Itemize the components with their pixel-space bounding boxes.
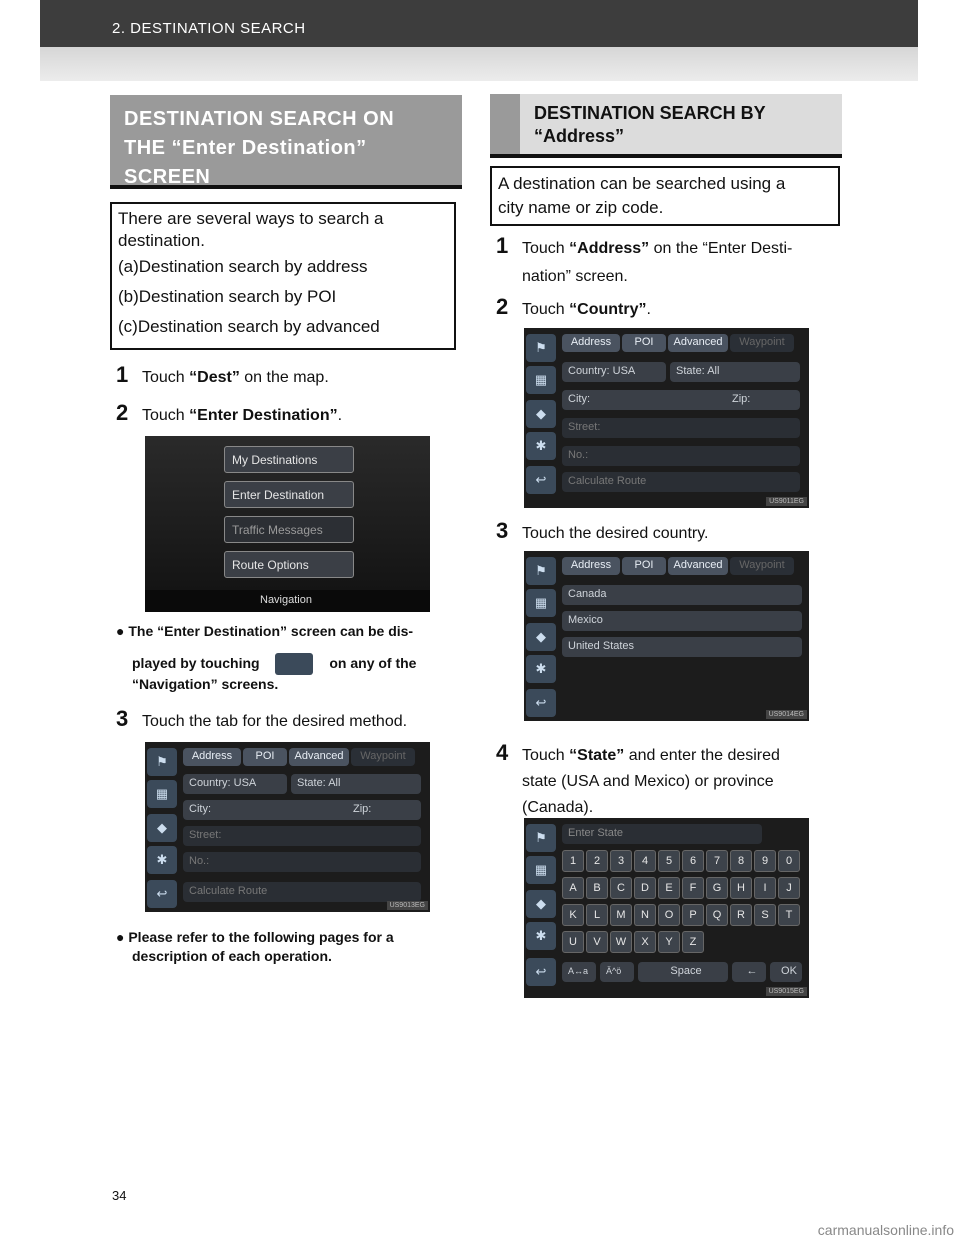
country-field[interactable]: Country: USA bbox=[562, 362, 666, 382]
menu-traffic-messages[interactable]: Traffic Messages bbox=[224, 516, 354, 543]
space-key[interactable]: Space bbox=[638, 962, 728, 982]
key-F[interactable]: F bbox=[682, 877, 704, 899]
key-A[interactable]: A bbox=[562, 877, 584, 899]
heading-line: SCREEN bbox=[124, 166, 211, 188]
key-O[interactable]: O bbox=[658, 904, 680, 926]
tab-waypoint[interactable]: Waypoint bbox=[351, 748, 415, 766]
ok-key[interactable]: OK bbox=[770, 962, 802, 982]
nav-menu-icon bbox=[275, 653, 313, 675]
key-W[interactable]: W bbox=[610, 931, 632, 953]
tab-advanced[interactable]: Advanced bbox=[289, 748, 349, 766]
header-subbar bbox=[40, 47, 918, 81]
menu-icon[interactable]: ▦ bbox=[526, 589, 556, 617]
settings-icon[interactable]: ✱ bbox=[526, 655, 556, 683]
key-I[interactable]: I bbox=[754, 877, 776, 899]
image-code: US9014EG bbox=[766, 710, 807, 719]
key-N[interactable]: N bbox=[634, 904, 656, 926]
right-step-2: 2 Touch “Country”. bbox=[496, 294, 651, 319]
key-R[interactable]: R bbox=[730, 904, 752, 926]
city-field[interactable]: City: Zip: bbox=[562, 390, 800, 410]
dest-icon[interactable]: ⚑ bbox=[526, 824, 556, 852]
destination-menu-screen bbox=[145, 436, 430, 612]
menu-enter-destination[interactable]: Enter Destination bbox=[224, 481, 354, 508]
key-H[interactable]: H bbox=[730, 877, 752, 899]
right-step-4: 4 Touch “State” and enter the desired state (USA and Mexico) or province (Canada). bbox=[496, 740, 780, 816]
street-field[interactable]: Street: bbox=[562, 418, 800, 438]
map-icon[interactable]: ◆ bbox=[526, 890, 556, 918]
state-keyboard-screen bbox=[524, 818, 809, 998]
key-2[interactable]: 2 bbox=[586, 850, 608, 872]
status-label: Navigation bbox=[260, 594, 312, 606]
map-icon[interactable]: ◆ bbox=[526, 400, 556, 428]
heading-accent-bar bbox=[490, 94, 520, 154]
tab-advanced[interactable]: Advanced bbox=[668, 334, 728, 352]
intro-line: A destination can be searched using a bbox=[498, 174, 786, 193]
left-step-3: 3 Touch the tab for the desired method. bbox=[116, 706, 408, 731]
tab-poi[interactable]: POI bbox=[622, 557, 666, 575]
country-field[interactable]: Country: USA bbox=[183, 774, 287, 794]
intro-line: (a)Destination search by address bbox=[118, 257, 368, 276]
intro-line: city name or zip code. bbox=[498, 198, 664, 217]
key-L[interactable]: L bbox=[586, 904, 608, 926]
key-5[interactable]: 5 bbox=[658, 850, 680, 872]
heading-line: THE “Enter Destination” bbox=[124, 137, 367, 159]
back-icon[interactable]: ↩ bbox=[526, 689, 556, 717]
watermark: carmanualsonline.info bbox=[817, 1222, 954, 1238]
right-intro-box bbox=[490, 166, 840, 226]
intro-line: (c)Destination search by advanced bbox=[118, 317, 380, 336]
key-1[interactable]: 1 bbox=[562, 850, 584, 872]
dest-icon[interactable]: ⚑ bbox=[147, 748, 177, 776]
key-4[interactable]: 4 bbox=[634, 850, 656, 872]
left-intro-box bbox=[110, 202, 456, 350]
menu-icon[interactable]: ▦ bbox=[526, 856, 556, 884]
key-Z[interactable]: Z bbox=[682, 931, 704, 953]
dest-icon[interactable]: ⚑ bbox=[526, 557, 556, 585]
key-D[interactable]: D bbox=[634, 877, 656, 899]
left-step-2: 2 Touch “Enter Destination”. bbox=[116, 400, 343, 425]
key-V[interactable]: V bbox=[586, 931, 608, 953]
left-note-2: ● Please refer to the following pages for a description of each operation. bbox=[116, 929, 394, 964]
left-step-1: 1 Touch “Dest” on the map. bbox=[116, 362, 329, 387]
menu-my-destinations[interactable]: My Destinations bbox=[224, 446, 354, 473]
image-code: US9015EG bbox=[766, 987, 807, 996]
left-note-1: ● The “Enter Destination” screen can be dis- played by touching on any of the “Navigation” screens. bbox=[116, 623, 417, 693]
state-field[interactable]: State: All bbox=[291, 774, 421, 794]
tab-address[interactable]: Address bbox=[562, 557, 620, 575]
key-E[interactable]: E bbox=[658, 877, 680, 899]
heading-line: DESTINATION SEARCH BY bbox=[534, 103, 766, 123]
heading-line: DESTINATION SEARCH ON bbox=[124, 108, 395, 130]
page-number: 34 bbox=[112, 1188, 127, 1203]
back-icon[interactable]: ↩ bbox=[147, 880, 177, 908]
key-6[interactable]: 6 bbox=[682, 850, 704, 872]
settings-icon[interactable]: ✱ bbox=[147, 846, 177, 874]
menu-icon[interactable]: ▦ bbox=[526, 366, 556, 394]
tab-waypoint[interactable]: Waypoint bbox=[730, 557, 794, 575]
key-S[interactable]: S bbox=[754, 904, 776, 926]
key-7[interactable]: 7 bbox=[706, 850, 728, 872]
case-key[interactable]: A↔a bbox=[562, 962, 596, 982]
country-option-usa[interactable]: United States bbox=[562, 637, 802, 657]
image-code: US9011EG bbox=[766, 497, 807, 506]
tab-advanced[interactable]: Advanced bbox=[668, 557, 728, 575]
settings-icon[interactable]: ✱ bbox=[526, 432, 556, 460]
key-C[interactable]: C bbox=[610, 877, 632, 899]
page-header bbox=[40, 0, 918, 47]
tab-poi[interactable]: POI bbox=[243, 748, 287, 766]
key-T[interactable]: T bbox=[778, 904, 800, 926]
map-icon[interactable]: ◆ bbox=[526, 623, 556, 651]
status-bar bbox=[145, 590, 430, 612]
settings-icon[interactable]: ✱ bbox=[526, 922, 556, 950]
tab-address[interactable]: Address bbox=[562, 334, 620, 352]
country-list-screen bbox=[524, 551, 809, 721]
backspace-key[interactable]: ← bbox=[732, 962, 766, 982]
key-M[interactable]: M bbox=[610, 904, 632, 926]
key-B[interactable]: B bbox=[586, 877, 608, 899]
tab-address[interactable]: Address bbox=[183, 748, 241, 766]
tab-waypoint[interactable]: Waypoint bbox=[730, 334, 794, 352]
street-field[interactable]: Street: bbox=[183, 826, 421, 846]
intro-line: destination. bbox=[118, 231, 205, 250]
right-step-1: 1 Touch “Address” on the “Enter Desti- nation” screen. bbox=[496, 233, 793, 285]
calculate-route-button[interactable]: Calculate Route bbox=[183, 882, 421, 902]
key-8[interactable]: 8 bbox=[730, 850, 752, 872]
right-section-heading bbox=[490, 94, 842, 158]
image-code: US9013EG bbox=[387, 901, 428, 910]
address-screen-left bbox=[145, 742, 430, 912]
country-option-canada[interactable]: Canada bbox=[562, 585, 802, 605]
state-field[interactable]: State: All bbox=[670, 362, 800, 382]
key-0[interactable]: 0 bbox=[778, 850, 800, 872]
key-U[interactable]: U bbox=[562, 931, 584, 953]
back-icon[interactable]: ↩ bbox=[526, 466, 556, 494]
menu-icon[interactable]: ▦ bbox=[147, 780, 177, 808]
calculate-route-button[interactable]: Calculate Route bbox=[562, 472, 800, 492]
number-field[interactable]: No.: bbox=[562, 446, 800, 466]
header-title: 2. DESTINATION SEARCH bbox=[112, 20, 306, 37]
key-9[interactable]: 9 bbox=[754, 850, 776, 872]
tab-poi[interactable]: POI bbox=[622, 334, 666, 352]
back-icon[interactable]: ↩ bbox=[526, 958, 556, 986]
key-X[interactable]: X bbox=[634, 931, 656, 953]
key-Q[interactable]: Q bbox=[706, 904, 728, 926]
city-field[interactable]: City: Zip: bbox=[183, 800, 421, 820]
key-Y[interactable]: Y bbox=[658, 931, 680, 953]
key-G[interactable]: G bbox=[706, 877, 728, 899]
accent-key[interactable]: Ä^ö bbox=[600, 962, 634, 982]
dest-icon[interactable]: ⚑ bbox=[526, 334, 556, 362]
heading-line: “Address” bbox=[534, 126, 625, 146]
right-step-3: 3 Touch the desired country. bbox=[496, 518, 709, 543]
number-field[interactable]: No.: bbox=[183, 852, 421, 872]
key-3[interactable]: 3 bbox=[610, 850, 632, 872]
intro-line: There are several ways to search a bbox=[118, 209, 384, 228]
key-K[interactable]: K bbox=[562, 904, 584, 926]
key-P[interactable]: P bbox=[682, 904, 704, 926]
left-section-heading bbox=[110, 95, 462, 189]
intro-line: (b)Destination search by POI bbox=[118, 287, 337, 306]
state-input[interactable]: Enter State bbox=[562, 824, 762, 844]
key-J[interactable]: J bbox=[778, 877, 800, 899]
menu-route-options[interactable]: Route Options bbox=[224, 551, 354, 578]
country-option-mexico[interactable]: Mexico bbox=[562, 611, 802, 631]
address-screen-right bbox=[524, 328, 809, 508]
map-icon[interactable]: ◆ bbox=[147, 814, 177, 842]
